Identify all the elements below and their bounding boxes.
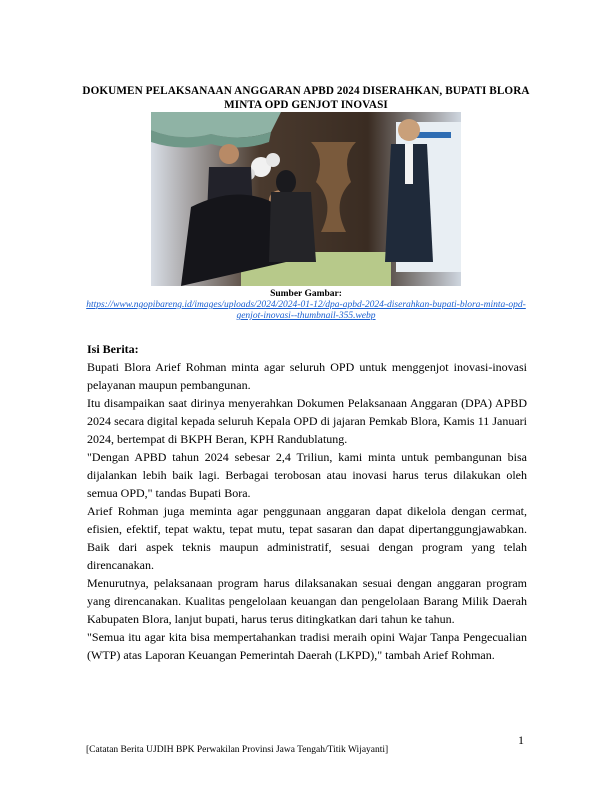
paragraph: Bupati Blora Arief Rohman minta agar seluruh OPD untuk menggenjot inovasi-inovasi pelayanan maupun pembangunan.	[87, 360, 527, 392]
paragraph: Arief Rohman juga meminta agar penggunaan anggaran dapat dikelola dengan cermat, efisien, efektif, tepat waktu, tepat mutu, tepat sasaran dan dapat dipertanggungjawabkan. Baik dari aspek teknis maupun administratif, sesuai dengan program yang telah direncanakan.	[87, 504, 527, 572]
paragraph: Menurutnya, pelaksanaan program harus dilaksanakan sesuai dengan anggaran program yang direncanakan. Kualitas pengelolaan keuangan dan pengelolaan Barang Milik Daerah Kabupaten Blora, lanjut bupati, harus terus ditingkatkan dari tahun ke tahun.	[87, 576, 527, 626]
page-number: 1	[518, 733, 524, 747]
paragraph: "Semua itu agar kita bisa mempertahankan tradisi meraih opini Wajar Tanpa Pengecualian (WTP) atas Laporan Keuangan Pemerintah Daerah (LKPD)," tambah Arief Rohman.	[87, 630, 527, 662]
news-photo	[151, 112, 461, 286]
article-body	[87, 358, 527, 664]
caption-label: Sumber Gambar:	[270, 289, 342, 299]
paragraph: Itu disampaikan saat dirinya menyerahkan Dokumen Pelaksanaan Anggaran (DPA) APBD 2024 secara digital kepada seluruh Kepala OPD di jajaran Pemkab Blora, Kamis 11 Januari 2024, bertempat di BKPH Beran, KPH Randublatung.	[87, 396, 527, 446]
caption-source-link[interactable]: https://www.ngopibareng.id/images/uploads/2024/2024-01-12/dpa-apbd-2024-diserahkan-bupati-blora-minta-opd-genjot-inovasi--thumbnail-355.webp	[86, 300, 526, 321]
page-footer: [Catatan Berita UJDIH BPK Perwakilan Provinsi Jawa Tengah/Titik Wijayanti]	[86, 745, 389, 755]
image-caption	[80, 289, 532, 322]
article-title: DOKUMEN PELAKSANAAN ANGGARAN APBD 2024 DISERAHKAN, BUPATI BLORA MINTA OPD GENJOT INOVASI	[82, 85, 530, 111]
section-heading: Isi Berita:	[87, 342, 139, 356]
paragraph: "Dengan APBD tahun 2024 sebesar 2,4 Triliun, kami minta untuk pembangunan bisa dijalankan lebih baik lagi. Berbagai terobosan atau inovasi harus terus dilakukan oleh semua OPD," tandas Bupati Bora.	[87, 450, 527, 500]
